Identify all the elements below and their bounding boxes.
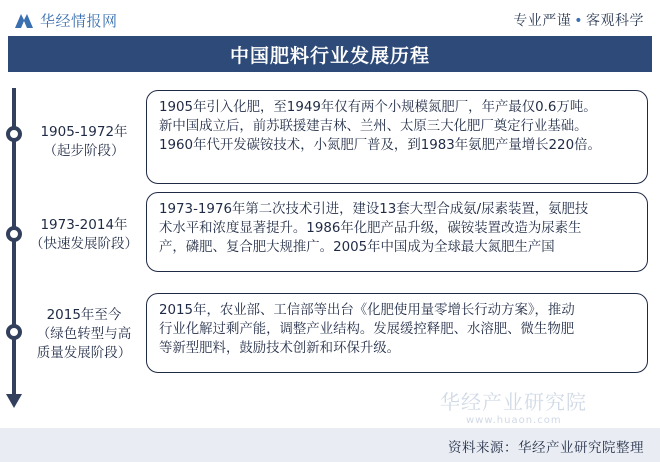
stage-2-period <box>26 216 142 254</box>
stage-3-period-line1: 2015年至今 <box>46 307 122 323</box>
timeline-arrow-icon <box>6 394 22 408</box>
watermark <box>440 386 640 426</box>
stage-2-text-line2: 术水平和浓度显著提升。1986年化肥产品升级，碳铵装置改造为尿素生 <box>159 221 582 236</box>
stage-1-period-line1: 1905-1972年 <box>40 124 128 140</box>
stage-3-text-line1: 2015年，农业部、工信部等出台《化肥使用量零增长行动方案》，推动 <box>159 303 575 318</box>
stage-3-period-line2: （绿色转型与高 <box>36 326 132 342</box>
stage-1-period-line2: （起步阶段） <box>43 143 125 159</box>
stage-1-text-line3: 1960年代开发碳铵技术，小氮肥厂普及，到1983年氨肥产量增长220倍。 <box>159 138 601 153</box>
watermark-url: www.huaon.com <box>466 415 562 426</box>
timeline-node-3 <box>6 324 22 340</box>
stage-2-period-line1: 1973-2014年 <box>40 217 128 233</box>
stage-1-period <box>26 123 142 161</box>
title-bar <box>8 36 652 72</box>
stage-3-panel <box>146 293 648 373</box>
slogan-separator: • <box>574 13 583 29</box>
page-title: 中国肥料行业发展历程 <box>229 44 430 67</box>
slogan <box>513 10 644 30</box>
brand <box>14 9 118 31</box>
timeline-node-2 <box>6 226 22 242</box>
timeline-node-1 <box>6 126 22 142</box>
huajing-logo-icon <box>14 10 34 30</box>
stage-2-text-line3: 产，磷肥、复合肥大规推广。2005年中国成为全球最大氮肥生产国 <box>159 240 555 255</box>
stage-1-text-line2: 新中国成立后，前苏联援建吉林、兰州、太原三大化肥厂奠定行业基础。 <box>159 119 588 134</box>
stage-2-text-line1: 1973-1976年第二次技术引进，建设13套大型合成氨/尿素装置，氨肥技 <box>159 202 589 217</box>
stage-2-period-line2: （快速发展阶段） <box>30 236 138 252</box>
source-note: 资料来源：华经产业研究院整理 <box>448 440 644 456</box>
stage-3-text-line3: 等新型肥料，鼓励技术创新和环保升级。 <box>159 341 401 356</box>
brand-name: 华经情报网 <box>40 11 118 30</box>
slogan-left: 专业严谨 <box>513 13 572 29</box>
watermark-name: 华经产业研究院 <box>440 390 587 414</box>
stage-3-period <box>26 306 142 363</box>
stage-2-panel <box>146 192 648 272</box>
footer <box>0 428 660 462</box>
stage-3-period-line3: 质量发展阶段） <box>36 345 132 361</box>
slogan-right: 客观科学 <box>586 13 644 29</box>
stage-1-panel <box>146 90 648 184</box>
stage-1-text-line1: 1905年引入化肥，至1949年仅有两个小规模氮肥厂，年产最仅0.6万吨。 <box>159 100 597 115</box>
stage-3-text-line2: 行业化解过剩产能，调整产业结构。发展缓控释肥、水溶肥、微生物肥 <box>159 322 575 337</box>
